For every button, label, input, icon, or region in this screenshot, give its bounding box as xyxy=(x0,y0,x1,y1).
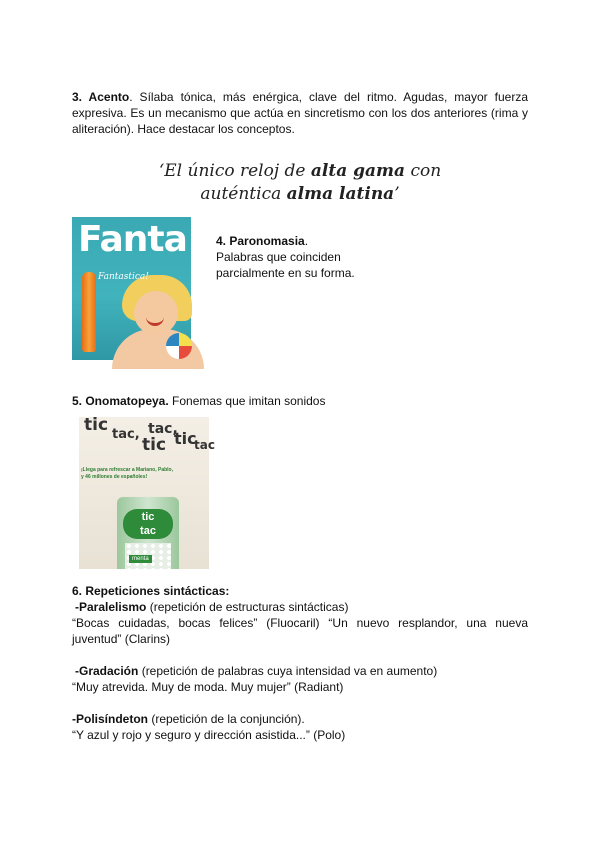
polisindeton-title: -Polisíndeton xyxy=(72,712,148,726)
period: . xyxy=(304,234,309,248)
tictac-tagline xyxy=(79,467,209,487)
section-onomatopeya xyxy=(72,393,325,409)
fanta-bottle xyxy=(82,272,96,352)
tictac-word: tac xyxy=(194,438,215,452)
section-repeticiones xyxy=(72,583,528,743)
tictac-tagline-2: y 46 millones de españoles! xyxy=(81,474,148,480)
section-onomatopeya-text: Fonemas que imitan sonidos xyxy=(168,394,326,408)
gradacion-example: “Muy atrevida. Muy de moda. Muy mujer” (Radiant) xyxy=(72,680,344,694)
gradacion-desc: (repetición de palabras cuya intensidad va en aumento) xyxy=(138,664,438,678)
section-acento-text: . Sílaba tónica, más enérgica, clave del ritmo. Agudas, mayor fuerza expresiva. Es un mecanismo que actúa en sincretismo con los dos anteriores (rima y aliteración). Hace destacar los conceptos. xyxy=(72,90,528,136)
slogan-text: auténtica xyxy=(200,184,287,204)
section-repeticiones-title: 6. Repeticiones sintácticas: xyxy=(72,584,230,598)
paralelismo-desc: (repetición de estructuras sintácticas) xyxy=(146,600,349,614)
slogan-text: ‘El único reloj de xyxy=(158,161,311,181)
tictac-label-text: tic xyxy=(141,511,155,523)
polisindeton-desc: (repetición de la conjunción). xyxy=(148,712,305,726)
tictac-flavor: menta xyxy=(129,555,152,563)
beach-ball xyxy=(166,333,192,359)
tictac-label xyxy=(123,509,173,539)
slogan-text: con xyxy=(405,161,442,181)
paronomasia-line-1: Palabras que coinciden xyxy=(216,250,341,264)
woman-face xyxy=(134,291,178,335)
paronomasia-line-2: parcialmente en su forma. xyxy=(216,266,355,280)
tictac-word: tic xyxy=(142,435,167,455)
slogan-text: ’ xyxy=(394,184,400,204)
paralelismo-example: “Bocas cuidadas, bocas felices” (Fluocaril) “Un nuevo resplandor, una nueva juventud” (Clarins) xyxy=(72,616,528,646)
tictac-word: tac, xyxy=(112,427,140,442)
paralelismo-heading xyxy=(72,600,348,614)
fanta-ad-image xyxy=(72,217,191,360)
tictac-word: tic xyxy=(84,415,109,435)
fanta-script: Fantastica! xyxy=(98,272,149,282)
tictac-word: tac, xyxy=(148,421,178,437)
slogan-bold: alta gama xyxy=(310,161,406,181)
paralelismo-title: -Paralelismo xyxy=(75,600,147,614)
tictac-words xyxy=(82,415,215,467)
fanta-logo: Fanta xyxy=(78,219,187,260)
tictac-label-text: tac xyxy=(140,525,156,537)
section-acento-title: 3. Acento xyxy=(72,90,130,104)
gradacion-heading xyxy=(72,664,437,678)
section-onomatopeya-title: 5. Onomatopeya. xyxy=(72,394,169,408)
section-paronomasia-title: 4. Paronomasia xyxy=(216,234,305,248)
slogan-bold: alma latina xyxy=(286,184,395,204)
tictac-word: tic xyxy=(174,429,197,448)
gradacion-title: -Gradación xyxy=(75,664,139,678)
polisindeton-heading xyxy=(72,712,305,726)
tictac-tagline-1: ¡Llega para refrescar a Mariano, Pablo, xyxy=(81,467,173,473)
watch-slogan-image xyxy=(150,160,450,206)
polisindeton-example: “Y azul y rojo y seguro y dirección asistida...” (Polo) xyxy=(72,728,346,742)
tictac-ad-image xyxy=(79,415,215,569)
section-paronomasia xyxy=(216,233,416,281)
section-acento xyxy=(72,89,528,137)
